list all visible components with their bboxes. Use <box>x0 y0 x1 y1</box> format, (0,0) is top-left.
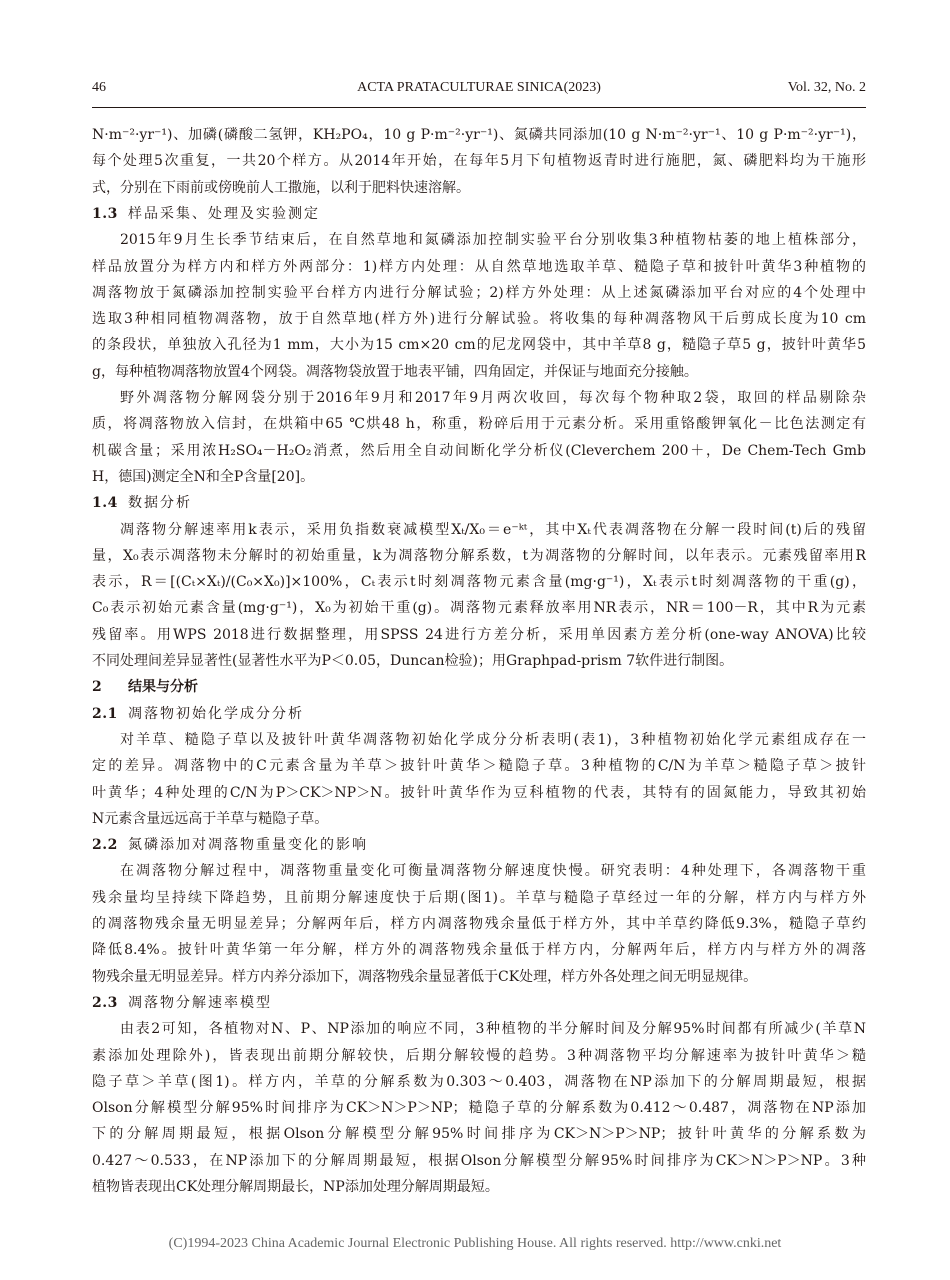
paragraph-line: 量，X₀表示凋落物未分解时的初始重量，k为凋落物分解系数，t为凋落物的分解时间，以年表示。元素残留率用R <box>92 547 866 564</box>
paragraph-line: 不同处理间差异显著性(显著性水平为P＜0.05，Duncan检验)；用Graphpad-prism 7软件进行制图。 <box>92 653 734 669</box>
paragraph-line: 样品放置分为样方内和样方外两部分：1)样方内处理：从自然草地选取羊草、糙隐子草和披针叶黄华3种植物的 <box>92 258 866 275</box>
paragraph-line: N·m⁻²·yr⁻¹)、加磷(磷酸二氢钾，KH₂PO₄，10 g P·m⁻²·yr⁻¹)、氮磷共同添加(10 g N·m⁻²·yr⁻¹、10 g P·m⁻²·yr⁻¹)， <box>92 127 866 143</box>
section-title: 样品采集、处理及实验测定 <box>128 205 320 222</box>
section-heading <box>92 703 866 725</box>
section-number: 2.1 <box>92 705 118 722</box>
paragraph-line: 降低8.4%。披针叶黄华第一年分解，样方外的凋落物残余量低于样方内，分解两年后，样方内与样方外的凋落 <box>92 942 866 959</box>
paragraph-line: Olson分解模型分解95%时间排序为CK＞N＞P＞NP；糙隐子草的分解系数为0.412～0.487，凋落物在NP添加 <box>92 1100 866 1117</box>
copyright-footer: (C)1994-2023 China Academic Journal Electronic Publishing House. All rights reserved. http://www.cnki.net <box>168 1236 782 1251</box>
header-rule <box>92 107 866 108</box>
paragraph-line: g，每种植物凋落物放置4个网袋。凋落物袋放置于地表平铺，四角固定，并保证与地面充分接触。 <box>92 363 698 380</box>
paragraph-line: 表示，R＝[(Cₜ×Xₜ)/(C₀×X₀)]×100%，Cₜ表示t时刻凋落物元素含量(mg·g⁻¹)，Xₜ表示t时刻凋落物的干重(g)， <box>92 574 866 591</box>
paragraph-line: 机碳含量；采用浓H₂SO₄－H₂O₂消煮，然后用全自动间断化学分析仪(Cleverchem 200＋，De Chem-Tech Gmb <box>92 442 866 459</box>
paragraph-line: 对羊草、糙隐子草以及披针叶黄华凋落物初始化学成分分析表明(表1)，3种植物初始化学元素组成存在一 <box>120 731 866 748</box>
section-heading <box>92 834 866 856</box>
paragraph-line: 2015年9月生长季节结束后，在自然草地和氮磷添加控制实验平台分别收集3种植物枯萎的地上植株部分， <box>120 232 866 249</box>
volume-info: Vol. 32, No. 2 <box>787 80 866 95</box>
section-title: 凋落物初始化学成分分析 <box>128 705 304 722</box>
paragraph-line: 隐子草＞羊草(图1)。样方内，羊草的分解系数为0.303～0.403，凋落物在NP添加下的分解周期最短，根据 <box>92 1073 866 1090</box>
section-number: 2.3 <box>92 994 118 1011</box>
section-title: 数据分析 <box>128 495 192 512</box>
paragraph-line: 凋落物放于氮磷添加控制实验平台样方内进行分解试验；2)样方外处理：从上述氮磷添加平台对应的4个处理中 <box>92 284 866 301</box>
paragraph-line: 由表2可知，各植物对N、P、NP添加的响应不同，3种植物的半分解时间及分解95%时间都有所减少(羊草N <box>120 1021 866 1038</box>
paragraph-line: 质，将凋落物放入信封，在烘箱中65 ℃烘48 h，称重，粉碎后用于元素分析。采用重铬酸钾氧化－比色法测定有 <box>92 416 866 433</box>
section-title: 结果与分析 <box>128 679 198 696</box>
section-number: 1.3 <box>92 205 118 222</box>
paragraph-line: 选取3种相同植物凋落物，放于自然草地(样方外)进行分解试验。将收集的每种凋落物风干后剪成长度为10 cm <box>92 311 866 328</box>
paragraph-line: 0.427～0.533，在NP添加下的分解周期最短，根据Olson分解模型分解95%时间排序为CK＞N＞P＞NP。3种 <box>92 1152 866 1169</box>
section-number: 2.2 <box>92 837 118 854</box>
paragraph-line: 野外凋落物分解网袋分别于2016年9月和2017年9月两次收回，每次每个物种取2袋，取回的样品剔除杂 <box>120 390 866 406</box>
paragraph-line: 残留率。用WPS 2018进行数据整理，用SPSS 24进行方差分析，采用单因素方差分析(one-way ANOVA)比较 <box>92 626 866 643</box>
paragraph-line: 残余量均呈持续下降趋势，且前期分解速度快于后期(图1)。羊草与糙隐子草经过一年的分解，样方内与样方外 <box>92 889 866 906</box>
section-title: 凋落物分解速率模型 <box>128 994 272 1011</box>
paragraph-line: 的凋落物残余量无明显差异；分解两年后，样方内凋落物残余量低于样方外，其中羊草约降低9.3%，糙隐子草约 <box>92 916 866 932</box>
paragraph-line: 在凋落物分解过程中，凋落物重量变化可衡量凋落物分解速度快慢。研究表明：4种处理下，各凋落物干重 <box>120 863 866 880</box>
running-header <box>92 80 866 102</box>
page-number: 46 <box>92 80 106 95</box>
paragraph-line: 式，分别在下雨前或傍晚前人工撒施，以利于肥料快速溶解。 <box>92 179 470 196</box>
paragraph-line: 凋落物分解速率用k表示，采用负指数衰减模型Xₜ/X₀＝e⁻ᵏᵗ，其中Xₜ代表凋落物在分解一段时间(t)后的残留 <box>120 521 866 538</box>
paragraph-line: 物残余量无明显差异。样方内养分添加下，凋落物残余量显著低于CK处理，样方外各处理之间无明显规律。 <box>92 968 758 985</box>
paragraph-line: 下的分解周期最短，根据Olson分解模型分解95%时间排序为CK＞N＞P＞NP；披针叶黄华的分解系数为 <box>92 1126 866 1143</box>
section-heading <box>92 203 866 225</box>
paragraph-line: C₀表示初始元素含量(mg·g⁻¹)，X₀为初始干重(g)。凋落物元素释放率用NR表示，NR＝100－R，其中R为元素 <box>92 600 866 617</box>
paragraph-line: 植物皆表现出CK处理分解周期最长，NP添加处理分解周期最短。 <box>92 1179 499 1195</box>
paragraph-line: 的条段状，单独放入孔径为1 mm，大小为15 cm×20 cm的尼龙网袋中，其中羊草8 g，糙隐子草5 g，披针叶黄华5 <box>92 337 866 354</box>
section-number: 1.4 <box>92 495 118 512</box>
section-number: 2 <box>92 679 102 696</box>
paragraph-line: 每个处理5次重复，一共20个样方。从2014年开始，在每年5月下旬植物返青时进行施肥，氮、磷肥料均为干施形 <box>92 153 866 170</box>
paragraph-line: H，德国)测定全N和全P含量[20]。 <box>92 468 315 485</box>
paragraph-line: 定的差异。凋落物中的C元素含量为羊草＞披针叶黄华＞糙隐子草。3种植物的C/N为羊草＞糙隐子草＞披针 <box>92 758 866 775</box>
journal-name: ACTA PRATACULTURAE SINICA(2023) <box>357 80 601 95</box>
section-title: 氮磷添加对凋落物重量变化的影响 <box>128 837 368 854</box>
section-heading <box>92 492 866 514</box>
paragraph-line: 叶黄华；4种处理的C/N为P＞CK＞NP＞N。披针叶黄华作为豆科植物的代表，其特有的固氮能力，导致其初始 <box>92 784 866 801</box>
paragraph-line: 素添加处理除外)，皆表现出前期分解较快，后期分解较慢的趋势。3种凋落物平均分解速率为披针叶黄华＞糙 <box>92 1047 866 1064</box>
section-heading <box>92 992 866 1014</box>
paragraph-line: N元素含量远远高于羊草与糙隐子草。 <box>92 810 329 827</box>
section-heading <box>92 676 866 698</box>
